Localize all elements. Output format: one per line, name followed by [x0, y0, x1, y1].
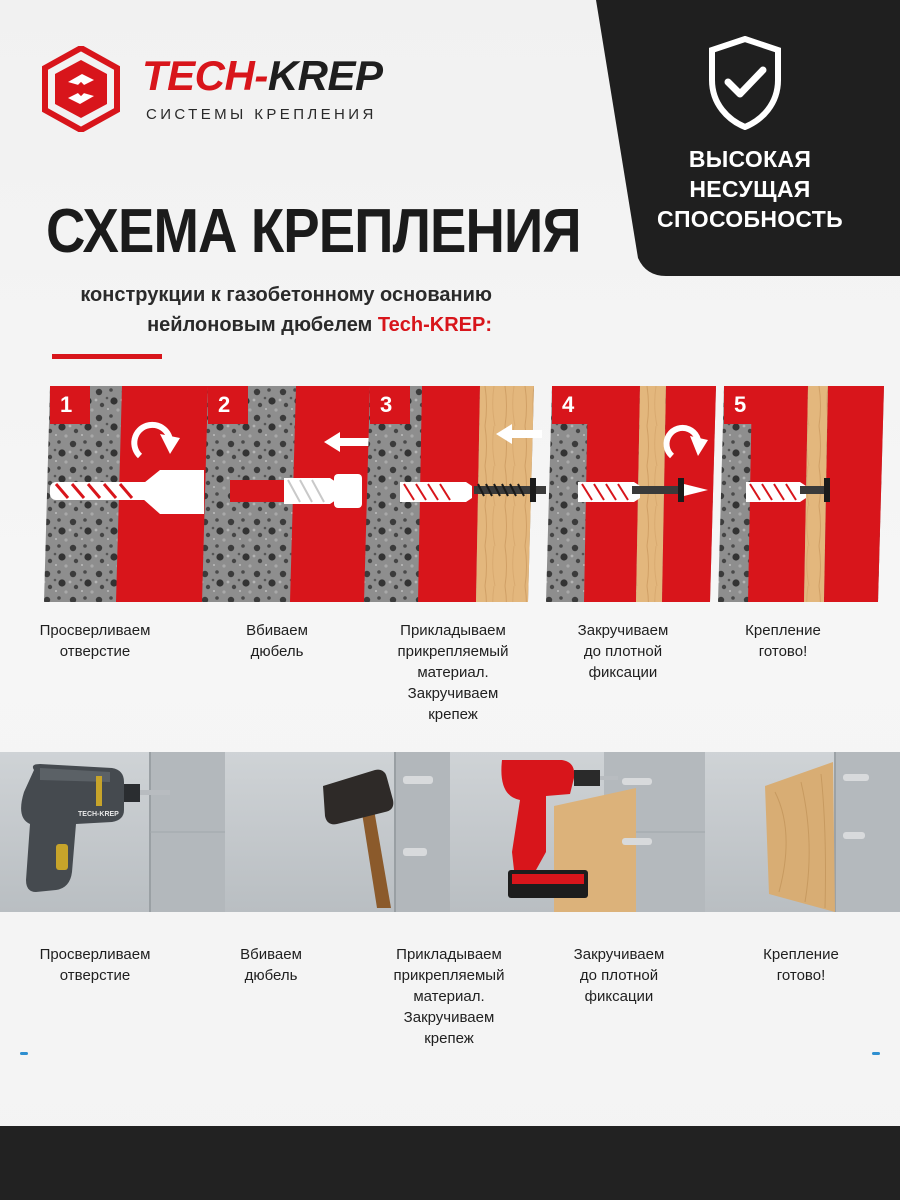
badge-line: СПОСОБНОСТЬ	[657, 206, 843, 232]
badge-line: ВЫСОКАЯ	[688, 146, 812, 172]
brand-mention: Tech-KREP:	[377, 314, 492, 336]
photo-caption-4: Закручиваем до плотной фиксации	[573, 946, 665, 1005]
photo-strip	[0, 752, 900, 912]
step-diagram-5	[716, 386, 900, 602]
brand-name: TECH-KREP	[142, 52, 383, 99]
badge-line: НЕСУЩАЯ	[689, 176, 811, 202]
title-underline	[52, 354, 162, 359]
load-capacity-badge	[596, 0, 900, 276]
shield-check-icon	[708, 36, 782, 130]
subtitle-line-1: конструкции к газобетонному основанию	[80, 284, 492, 306]
step-diagram-3	[362, 386, 546, 602]
footer-bar	[0, 1126, 900, 1200]
photo-caption-3: Прикладываем прикрепляемый материал. Закручиваем крепеж	[393, 946, 505, 1047]
decorative-dot	[20, 1052, 28, 1055]
badge-text	[626, 144, 874, 234]
brand-logo	[38, 44, 438, 132]
step-number: 1	[60, 392, 73, 417]
photo-caption-2: Вбиваем дюбель	[240, 946, 302, 984]
step-caption-1: Просверливаем отверстие	[39, 622, 151, 660]
drill-brand-label: TECH-KREP	[78, 811, 119, 818]
step-number: 5	[734, 392, 747, 417]
tech-krep-logo-icon	[38, 46, 124, 132]
photo-step-2	[225, 752, 450, 912]
step-diagram-2	[200, 386, 384, 602]
step-diagram-4	[544, 386, 728, 602]
photo-step-3	[450, 752, 705, 912]
steps-captions	[0, 620, 900, 730]
brand-tagline: СИСТЕМЫ КРЕПЛЕНИЯ	[146, 106, 377, 123]
drill-icon	[21, 764, 170, 892]
photo-caption-1: Просверливаем отверстие	[39, 946, 151, 984]
dowel-insert-icon	[284, 474, 362, 508]
step-caption-4: Закручиваем до плотной фиксации	[577, 622, 669, 681]
photo-captions	[0, 944, 900, 1054]
photo-caption-5: Крепление готово!	[763, 946, 839, 984]
decorative-dot	[872, 1052, 880, 1055]
step-number: 4	[562, 392, 575, 417]
step-caption-2: Вбиваем дюбель	[246, 622, 308, 660]
steps-diagrams	[0, 386, 900, 606]
step-caption-3: Прикладываем прикрепляемый материал. Закручиваем крепеж	[397, 622, 509, 723]
step-number: 3	[380, 392, 393, 417]
page-subtitle	[0, 280, 492, 340]
step-caption-5: Крепление готово!	[745, 622, 821, 660]
page-title: СХЕМА КРЕПЛЕНИЯ	[46, 197, 581, 266]
step-diagram-1	[42, 386, 226, 602]
hammer-icon	[323, 770, 393, 908]
step-number: 2	[218, 392, 231, 417]
wood-panel-icon	[765, 762, 835, 912]
photo-step-4	[705, 752, 900, 912]
photo-step-1	[0, 752, 225, 912]
subtitle-line-2: нейлоновым дюбелем Tech-KREP:	[147, 314, 492, 336]
